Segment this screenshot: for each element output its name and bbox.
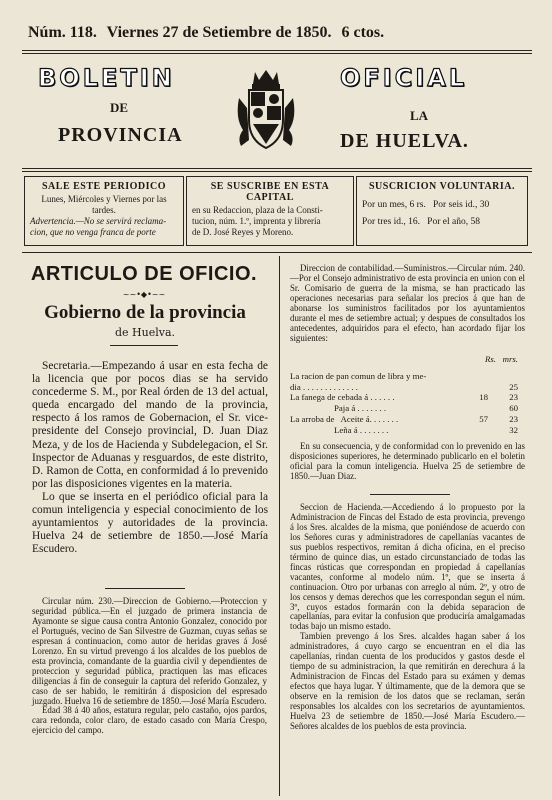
section-rule — [22, 252, 532, 253]
price-row — [290, 392, 518, 403]
paragraph: Direccion de contabilidad.—Suministros.—Circular núm. 240.—Por el Consejo administrativo de esta provincia en union con el Sr. Comisario de guerra de la misma, se han practicado las operaciones necesarias para señalar los precios á que han de abonarse los suministros facilitados por los ayuntamientos durante el mes de setiembre actual; y despues de consultados los antecedentes, adquiridos para el efecto, han acordado fijar los siguientes: — [290, 263, 525, 343]
price-item-label: La racion de pan comun de libra y me- — [290, 370, 427, 381]
ornament: ~~•◆•~~ — [122, 290, 166, 299]
price-item-label: Leña á . . . . . . . — [290, 424, 389, 435]
price-item-label: La arroba de Aceite á. . . . . . . — [290, 413, 399, 424]
info-box-subscription-rates — [356, 176, 528, 246]
info-line: de D. José Reyes y Moreno. — [192, 227, 294, 237]
info-line: tucion, núm. 1.º, imprenta y librería — [192, 216, 321, 226]
masthead-oficial: OFICIAL — [340, 64, 468, 92]
info-box-subscription-place — [186, 176, 354, 246]
gobierno-title: Gobierno de la provincia — [44, 302, 246, 323]
issue-number: Núm. 118. — [28, 24, 97, 41]
price-row — [290, 382, 518, 393]
price-reales: 18 — [479, 392, 488, 403]
price-item-label: Paja á . . . . . . . — [290, 403, 387, 414]
masthead-la: LA — [410, 108, 429, 123]
gobierno-subtitle: de Huelva. — [114, 326, 176, 339]
info-line: Por tres id., 16. Por el año, 58 — [362, 217, 480, 227]
paragraph: Lo que se inserta en el periódico oficial para la comun inteligencia y especial conocimiento de los ayuntamientos y autoridades de la provincia. Huelva 24 de setiembre de 1850.—José María Escudero. — [32, 490, 268, 556]
issue-price: 6 ctos. — [341, 24, 385, 41]
price-maravedis: 25 — [509, 381, 518, 392]
masthead-rule — [22, 168, 532, 169]
masthead-boletin: BOLETIN — [38, 64, 175, 92]
paragraph: En su consecuencia, y de conformidad con lo prevenido en las disposiciones superiores, he determinado publicarlo en el boletin oficial para la comun inteligencia. Huelva 25 de setiembre de 1850.—Juan Diaz. — [290, 441, 525, 481]
circular-230 — [32, 597, 267, 736]
price-row — [290, 425, 518, 436]
info-line: Lunes, Miércoles y Viernes por las — [41, 194, 167, 204]
paragraph: Secretaria.—Empezando á usar en esta fecha de la licencia que por pocos dias se ha servido concederme S. M., por Real órden de 13 del actual, queda encargado del mando de la provincia, respecto á los ramos de Gobernacion, el Sr. vice-presidente del Consejo provincial, D. Juan Diaz Meza, y de los de Hacienda y Subdelegacion, el Sr. Inspector de Aduanas y resguardos, de este distrito, D. Ramon de Cotta, en conformidad á lo prevenido por las disposiciones vigentes en la materia. — [32, 360, 268, 490]
direccion-contabilidad — [290, 264, 525, 344]
info-box-title: SALE ESTE PERIODICO — [42, 181, 166, 192]
issue-date: Viernes 27 de Setiembre de 1850. — [106, 24, 332, 41]
info-line: Advertencia.—No se servirá reclama- — [30, 216, 167, 226]
info-line: en su Redaccion, plaza de la Consti- — [192, 205, 323, 215]
price-maravedis: 60 — [509, 403, 518, 414]
seccion-hacienda — [290, 503, 525, 732]
price-table — [290, 354, 518, 436]
coat-of-arms-icon — [233, 68, 299, 154]
short-divider — [370, 494, 450, 495]
info-line: tardes. — [92, 205, 116, 215]
info-line: cion, que no venga franca de porte — [30, 227, 156, 237]
price-header-label: Rs. mrs. — [485, 354, 518, 364]
price-maravedis: 23 — [509, 413, 518, 424]
price-item-label: dia . . . . . . . . . . . . . — [290, 381, 358, 392]
paragraph: Edad 38 á 40 años, estatura regular, pelo castaño, ojos pardos, cara redonda, color claro, de estado casado con María Crespo, ejercicio del campo. — [32, 705, 267, 736]
info-line: Por un mes, 6 rs. Por seis id., 30 — [362, 200, 490, 210]
price-rows — [290, 371, 518, 436]
paragraph: Circular núm. 230.—Direccion de Gobierno.—Proteccion y seguridad pública.—En el juzgado de primera instancia de Ayamonte se sigue causa contra Antonio Gonzalez, conocido por el Portugués, vecino de San Silvestre de Guzman, cuyas señas se espresan á continuacion, como autor de heridas graves á José Lorenzo. En su virtud prevengo á los alcaldes de los pueblos de esta provincia, comandante de la guardia civil y dependientes de proteccion y seguridad pública, practiquen las mas eficaces diligencias á fin de conseguir la captura del referido Gonzalez, y caso de ser habido, le remitirán á disposicion del espresado juzgado. Huelva 16 de setiembre de 1850.—José María Escudero. — [32, 596, 267, 706]
price-item-label: La fanega de cebada á . . . . . . — [290, 392, 395, 403]
price-maravedis: 23 — [509, 392, 518, 403]
price-table-header — [290, 354, 518, 365]
price-row — [290, 414, 518, 425]
info-box-schedule — [24, 176, 184, 246]
masthead-huelva: DE HUELVA. — [340, 130, 469, 152]
price-maravedis: 32 — [509, 424, 518, 435]
short-divider — [110, 345, 178, 346]
header-rule — [22, 50, 532, 51]
info-box-title: SUSCRICION VOLUNTARIA. — [368, 181, 515, 192]
paragraph: Tambien prevengo á los Sres. alcaldes hagan saber á los administradores, á cuyo cargo se encuentran en el dia las capellanías, rindan cuenta de los producidos y gastos desde el tiempo de su administracion, la que remitirán en derechura á la Administracion de Fincas del Estado para su exámen y demas efectos que haya lugar. Y últimamente, que de la demora que se observe en la remision de los datos que se reclaman, serán responsables los alcaldes con los secretarios de ayuntamientos. Huelva 23 de setiembre de 1850.—José María Escudero.—Señores alcaldes de los pueblos de esta provincia. — [290, 631, 525, 731]
price-row — [290, 403, 518, 414]
price-row — [290, 371, 518, 382]
paragraph: Seccion de Hacienda.—Accediendo á lo propuesto por la Administracion de Fincas del Estado de esta provincia, prevengo á los Sres. alcaldes de la misma, que poniéndose de acuerdo con los Señores curas y administradores de capellanías vacantes de sus pueblos respectivos, remitan á dicha oficina, en el preciso término de quince dias, un estado circunstanciado de todas las fincas rústicas que correspondan en propiedad á capellanías vacantes, conforme al modelo núm. 1º, que se inserta á continuacion. Otro por urbanas con arreglo al núm. 2º, y otro de los censos y demas derechos que les correspondan segun el núm. 3º, cuyos estados formarán con la debida separacion de capellanías, para evitar la confusion que produciría amalgamadas todas bajo un mismo estado. — [290, 502, 525, 632]
masthead-provincia: PROVINCIA — [58, 124, 183, 146]
issue-header — [28, 24, 528, 42]
secretaria-notice — [32, 360, 268, 556]
article-title: ARTICULO DE OFICIO. — [30, 263, 258, 285]
header-rule-2 — [22, 53, 532, 54]
info-box-title: SE SUSCRIBE EN ESTA CAPITAL — [210, 181, 330, 203]
masthead-rule-2 — [22, 171, 532, 172]
column-divider — [279, 256, 280, 796]
consecuencia — [290, 442, 525, 482]
masthead-de: DE — [110, 100, 129, 115]
price-reales: 57 — [479, 413, 488, 424]
short-divider — [105, 588, 185, 589]
